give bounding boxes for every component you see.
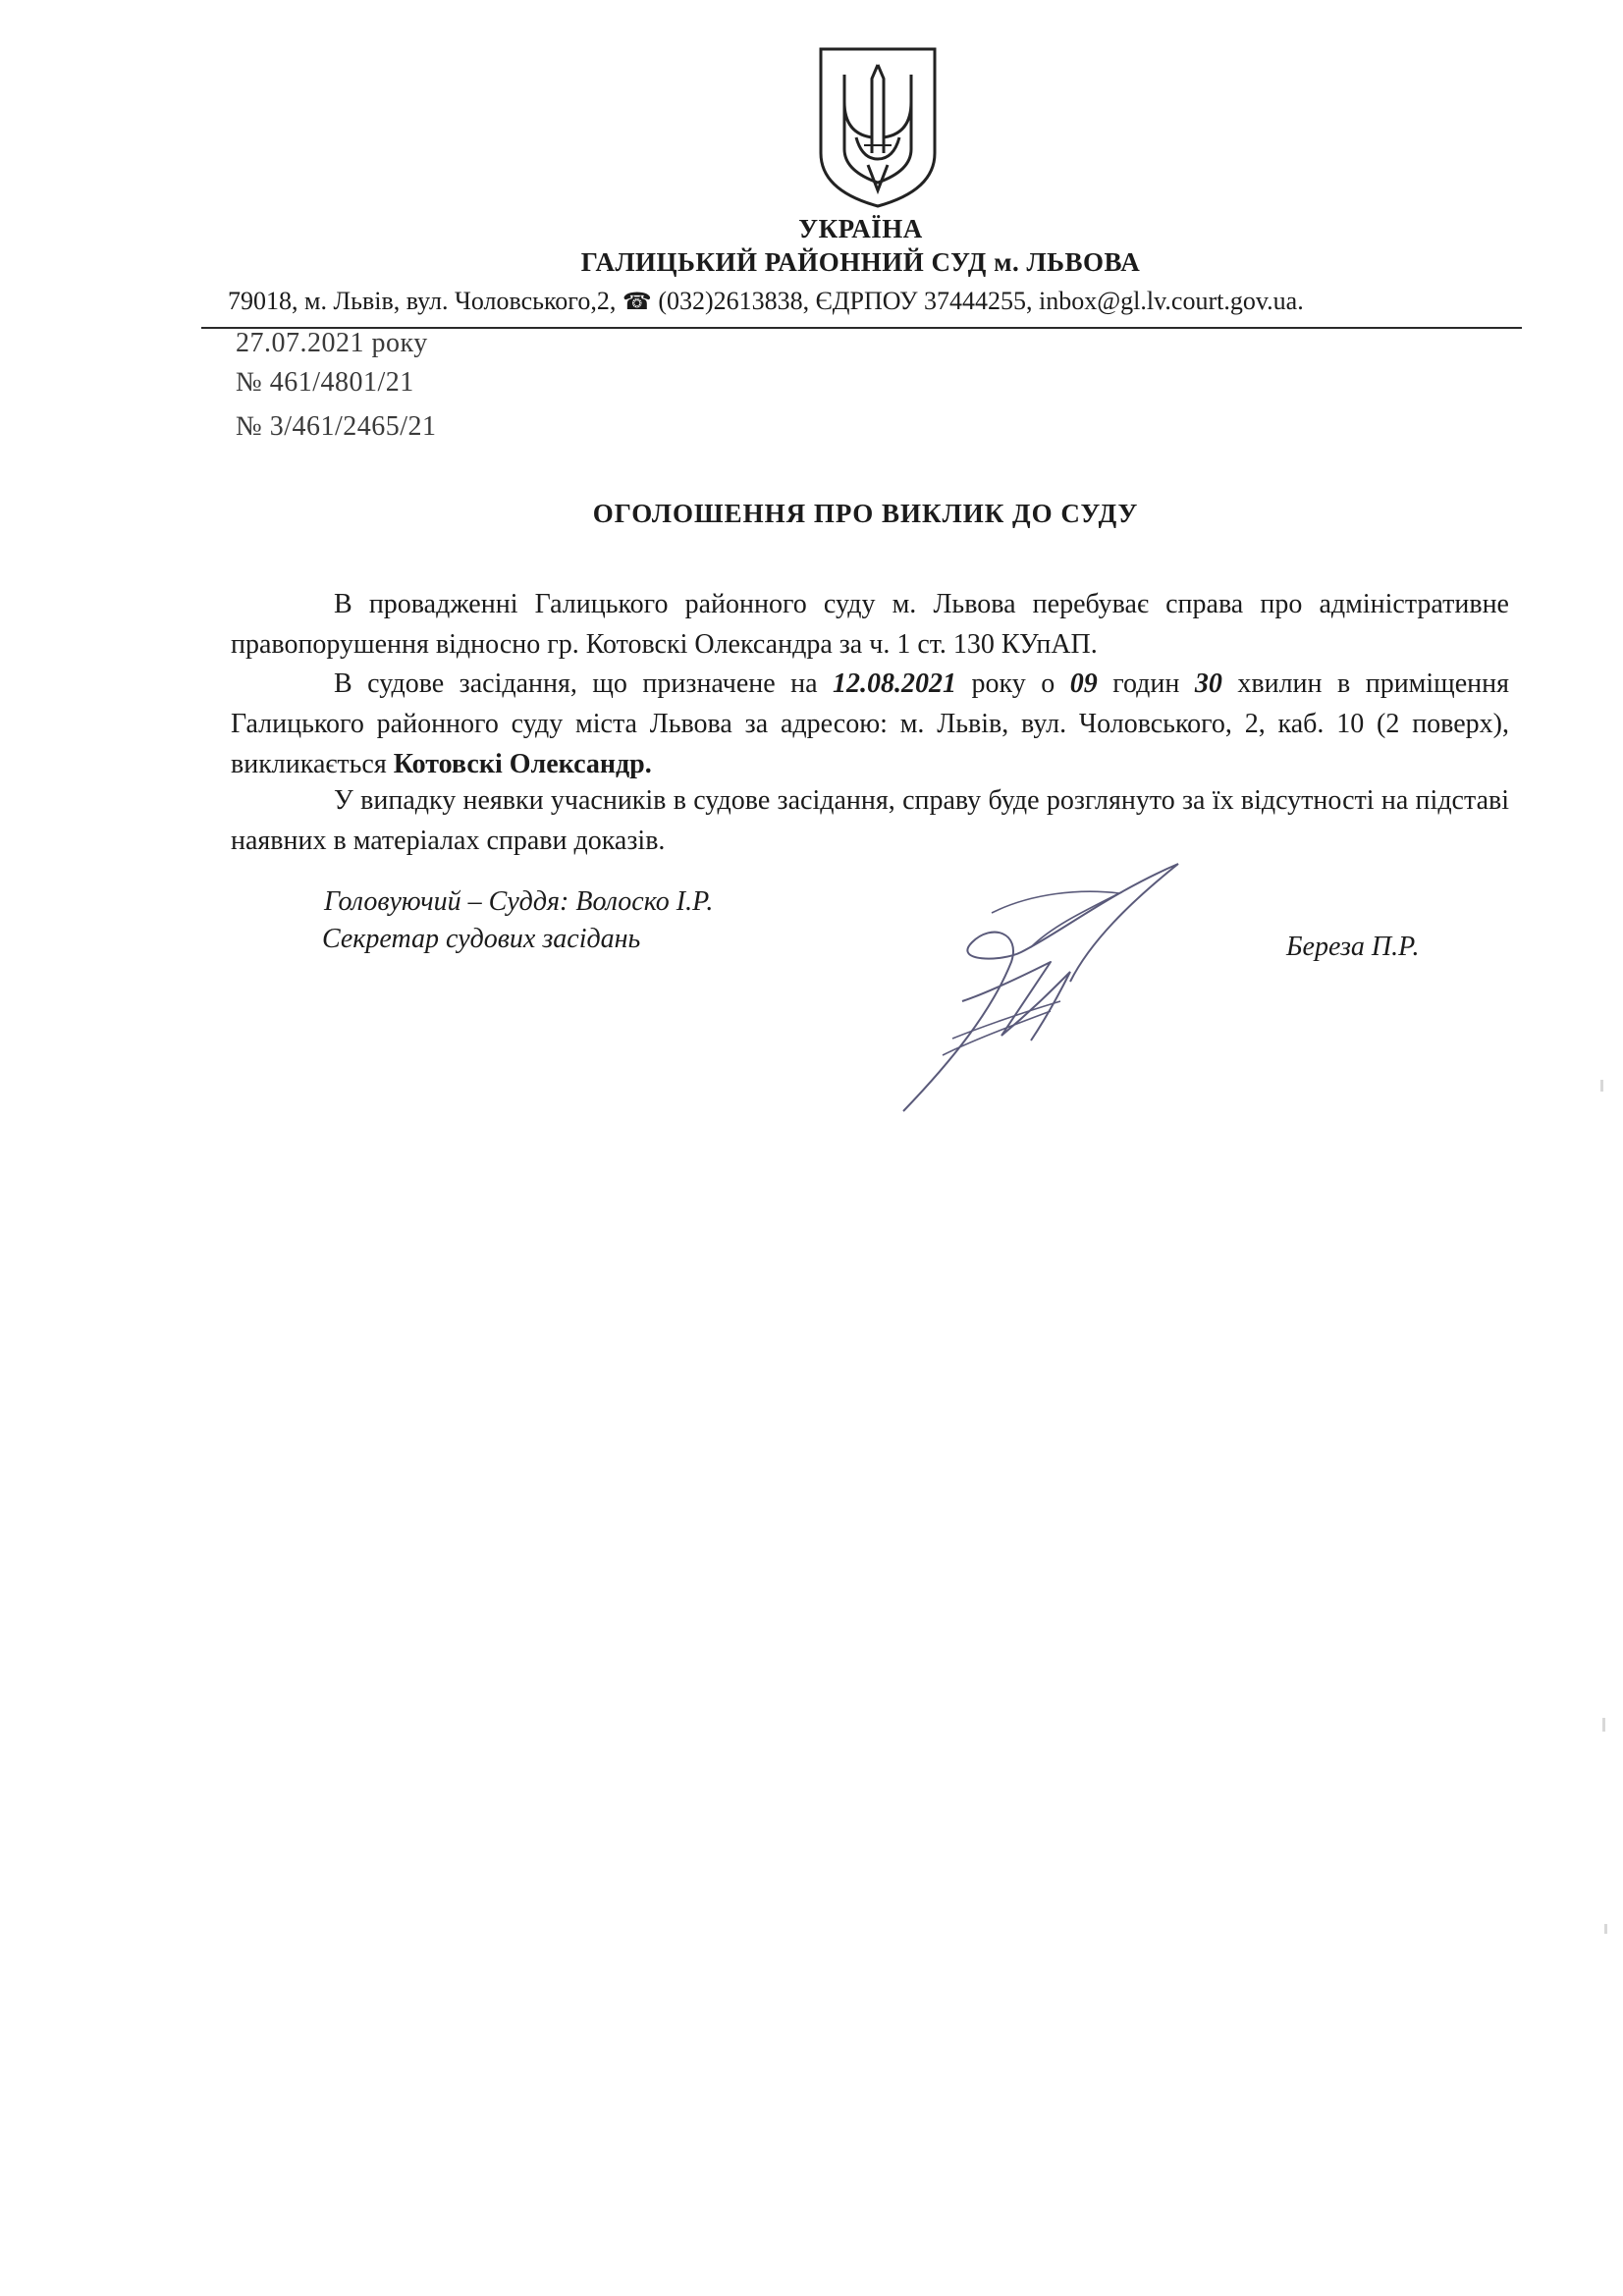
- header-country: УКРАЇНА: [798, 214, 923, 243]
- hearing-minutes: 30: [1194, 668, 1222, 699]
- secretary-name: Береза П.Р.: [1286, 932, 1420, 962]
- hearing-text-4: хвилин в приміщення Галицького районного суду міста Львова за адресою: м. Львів, вул. Чоловського, 2, каб. 10 (2 поверх), викликається: [231, 668, 1510, 779]
- hearing-date: 12.08.2021: [833, 668, 957, 699]
- coat-of-arms-emblem: [815, 43, 941, 210]
- hearing-text-1: В судове засідання, що призначене на: [334, 668, 834, 699]
- telephone-icon: ☎: [622, 290, 652, 315]
- paragraph-case-description: В провадженні Галицького районного суду м. Львова перебуває справа про адміністративне правопорушення відносно гр. Котовскі Олександра за ч. 1 ст. 130 КУпАП.: [231, 589, 1509, 660]
- case-number-2: № 3/461/2465/21: [236, 411, 437, 442]
- handwritten-signature: [884, 854, 1198, 1119]
- hearing-text-3: годин: [1097, 668, 1195, 699]
- document-date: 27.07.2021 року: [236, 328, 428, 358]
- address-part-1: 79018, м. Львів, вул. Чоловського,2,: [228, 287, 617, 315]
- header-court-name: ГАЛИЦЬКИЙ РАЙОННИЙ СУД м. ЛЬВОВА: [580, 247, 1141, 277]
- case-number-1: № 461/4801/21: [236, 367, 414, 398]
- secretary-title: Секретар судових засідань: [322, 924, 641, 954]
- scan-artifact: [1604, 1924, 1607, 1934]
- hearing-hour: 09: [1069, 668, 1098, 699]
- header-address-line: [228, 287, 1514, 316]
- document-title: ОГОЛОШЕННЯ ПРО ВИКЛИК ДО СУДУ: [592, 499, 1139, 528]
- paragraph-absence-notice: У випадку неявки учасників в судове засідання, справу буде розглянуто за їх відсутності на підставі наявних в матеріалах справи доказів.: [231, 785, 1509, 856]
- paragraph-hearing-details: [231, 664, 1509, 784]
- scan-artifact: [1602, 1718, 1605, 1732]
- summoned-person-name: Котовскі Олександр.: [393, 749, 652, 779]
- scan-artifact: [1600, 1080, 1603, 1092]
- judge-signature-line: Головуючий – Суддя: Волоско І.Р.: [324, 886, 714, 917]
- hearing-text-2: року о: [956, 668, 1070, 699]
- address-part-2: (032)2613838, ЄДРПОУ 37444255, inbox@gl.lv.court.gov.ua.: [658, 287, 1304, 315]
